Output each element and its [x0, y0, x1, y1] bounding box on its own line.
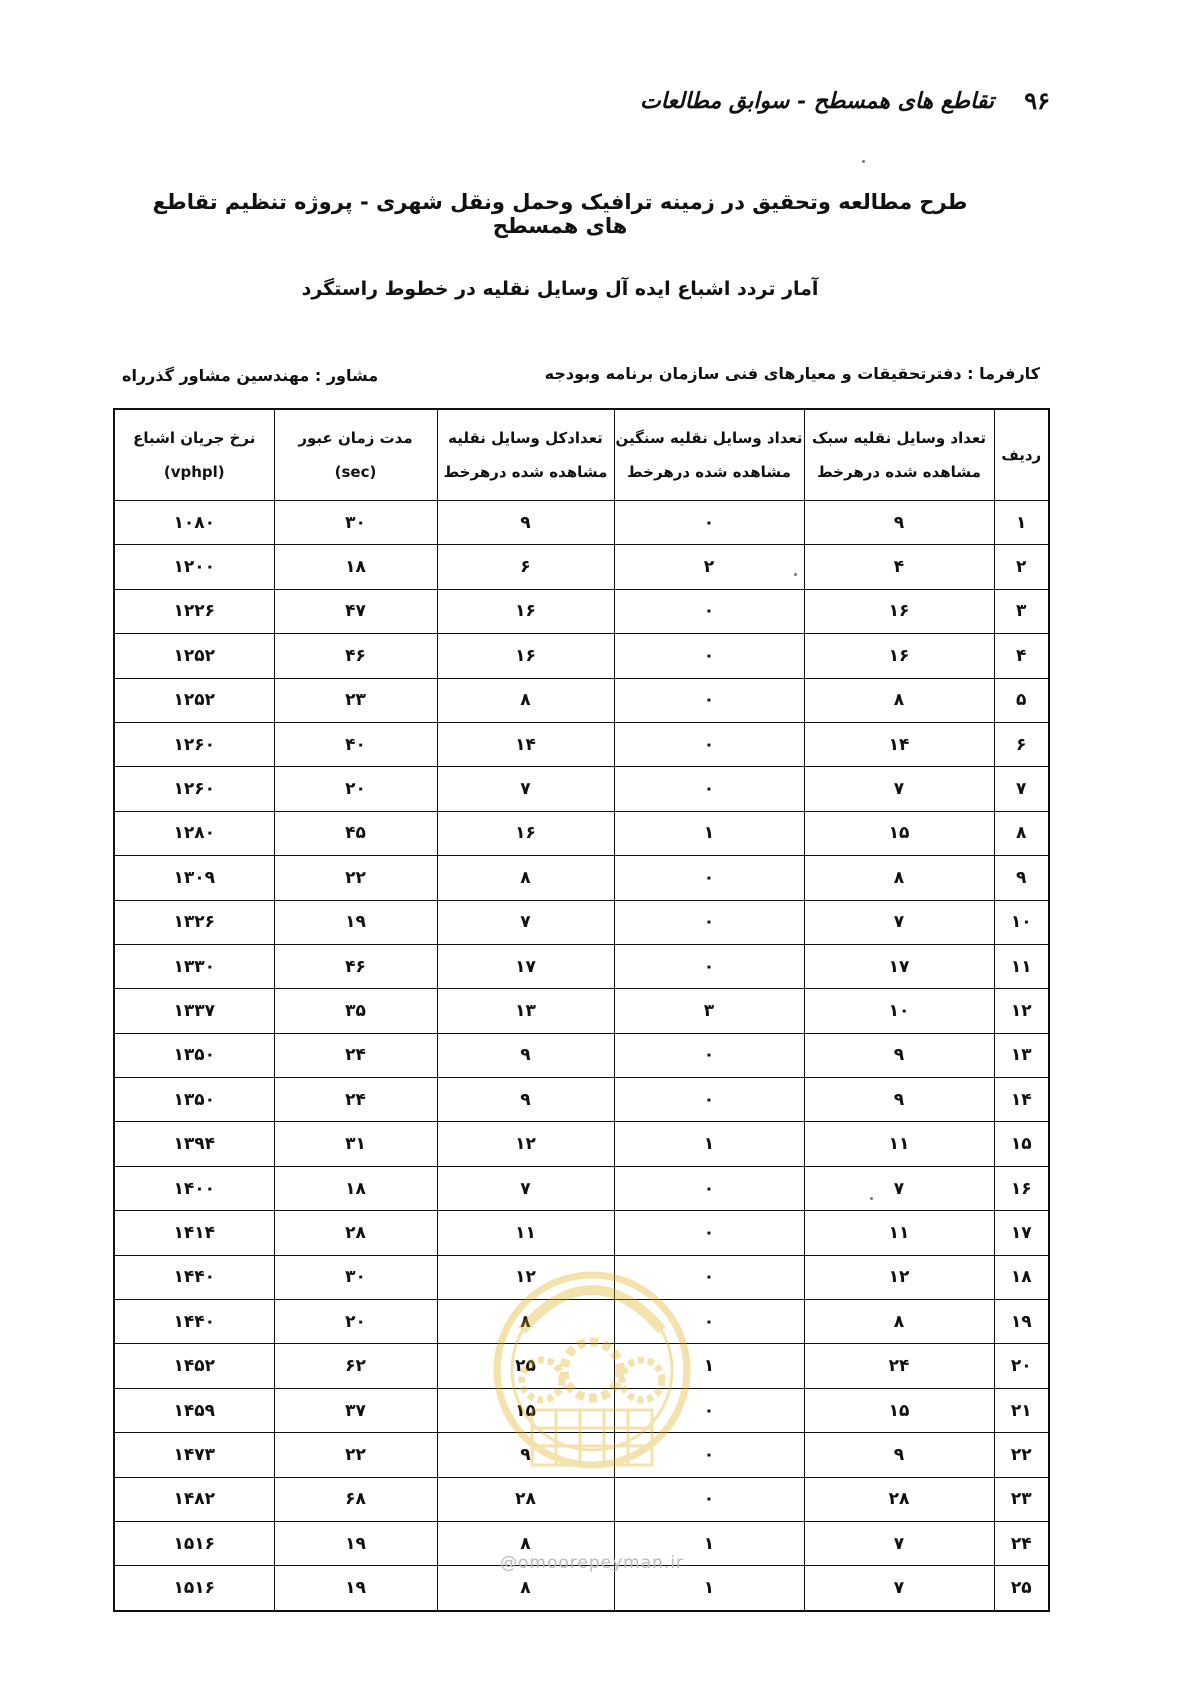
- column-header-line2: مشاهده شده درهرخط: [443, 463, 608, 481]
- table-cell: ۱: [614, 1344, 804, 1388]
- table-cell: ۷: [804, 767, 994, 811]
- table-cell: ۷: [804, 1566, 994, 1611]
- column-header-line2: (vphpl): [163, 463, 225, 481]
- table-cell: ۱۴۰۰: [114, 1166, 274, 1210]
- column-header-2: [614, 409, 804, 501]
- table-cell: ۱۹: [274, 1566, 437, 1611]
- table-cell: ۱۳۲۶: [114, 900, 274, 944]
- table-cell: ۷: [437, 900, 614, 944]
- table-cell: ۱۴: [437, 722, 614, 766]
- column-header-line1: تعداد وسایل نقلیه سبک: [811, 429, 986, 447]
- table-cell: ۳۰: [274, 1255, 437, 1299]
- table-cell: ۱۲۸۰: [114, 811, 274, 855]
- table-cell: ۱۲۵۲: [114, 634, 274, 678]
- table-cell: ۱۲: [437, 1122, 614, 1166]
- table-row: [114, 1477, 1049, 1521]
- table-row: [114, 767, 1049, 811]
- table-cell: ۲۵: [437, 1344, 614, 1388]
- table-cell: ۹: [437, 1033, 614, 1077]
- table-cell: ۱۵: [994, 1122, 1049, 1166]
- table-row: [114, 1166, 1049, 1210]
- table-cell: ۱۲۶۰: [114, 767, 274, 811]
- saturation-flow-table: [113, 408, 1050, 1612]
- table-row: [114, 501, 1049, 545]
- table-cell: ۳: [994, 589, 1049, 633]
- table-cell: ۲۲: [274, 1433, 437, 1477]
- table-cell: ۱۳۳۰: [114, 944, 274, 988]
- table-cell: ۲۳: [994, 1477, 1049, 1521]
- table-cell: ۱: [614, 811, 804, 855]
- table-cell: ۲۴: [274, 1033, 437, 1077]
- table-cell: ۴۰: [274, 722, 437, 766]
- table-cell: ۹: [437, 501, 614, 545]
- table-cell: ۱۴: [994, 1078, 1049, 1122]
- table-cell: ۲۸: [274, 1211, 437, 1255]
- table-cell: ۱۲۶۰: [114, 722, 274, 766]
- table-cell: ۱۹: [274, 900, 437, 944]
- table-cell: ۲۴: [804, 1344, 994, 1388]
- table-cell: ۱۶: [804, 634, 994, 678]
- table-row: [114, 1078, 1049, 1122]
- table-cell: ۳۰: [274, 501, 437, 545]
- table-cell: ۱۴۸۲: [114, 1477, 274, 1521]
- table-cell: ۸: [437, 1566, 614, 1611]
- table-cell: ۹: [994, 856, 1049, 900]
- table-cell: ۷: [804, 1166, 994, 1210]
- table-cell: ۱۴۵۲: [114, 1344, 274, 1388]
- table-cell: ۷: [804, 1521, 994, 1565]
- table-row: [114, 678, 1049, 722]
- table-cell: ۱۰۸۰: [114, 501, 274, 545]
- table-cell: ۱۹: [994, 1300, 1049, 1344]
- table-cell: ۹: [804, 501, 994, 545]
- table-cell: ۸: [804, 678, 994, 722]
- table-cell: ۲۱: [994, 1388, 1049, 1432]
- table-cell: ۰: [614, 1433, 804, 1477]
- table-cell: ۱۵۱۶: [114, 1566, 274, 1611]
- table-cell: ۱۹: [274, 1521, 437, 1565]
- table-cell: ۱۴۷۳: [114, 1433, 274, 1477]
- table-cell: ۰: [614, 1388, 804, 1432]
- table-cell: ۱۱: [804, 1211, 994, 1255]
- table-cell: ۷: [437, 767, 614, 811]
- table-cell: ۷: [437, 1166, 614, 1210]
- table-cell: ۱۶: [804, 589, 994, 633]
- scan-speck: [862, 160, 865, 163]
- table-cell: ۱۲۲۶: [114, 589, 274, 633]
- table-cell: ۸: [437, 1300, 614, 1344]
- page-number: ۹۶: [1024, 86, 1050, 115]
- table-cell: ۱۴۴۰: [114, 1300, 274, 1344]
- table-row: [114, 545, 1049, 589]
- table-row: [114, 1300, 1049, 1344]
- table-cell: ۹: [437, 1433, 614, 1477]
- table-cell: ۲۲: [994, 1433, 1049, 1477]
- column-header-line2: مشاهده شده درهرخط: [627, 463, 791, 481]
- table-title: آمار تردد اشباع ایده آل وسایل نقلیه در خطوط راستگرد: [301, 278, 819, 300]
- table-cell: ۹: [804, 1433, 994, 1477]
- table-cell: ۴: [994, 634, 1049, 678]
- table-cell: ۱۱: [804, 1122, 994, 1166]
- table-cell: ۰: [614, 767, 804, 811]
- column-header-line2: (sec): [334, 463, 377, 481]
- table-cell: ۱۵: [804, 811, 994, 855]
- table-cell: ۰: [614, 1255, 804, 1299]
- table-cell: ۱۵: [804, 1388, 994, 1432]
- table-cell: ۲۳: [274, 678, 437, 722]
- table-cell: ۰: [614, 634, 804, 678]
- table-cell: ۱۳۵۰: [114, 1033, 274, 1077]
- table-row: [114, 989, 1049, 1033]
- table-cell: ۱۳: [437, 989, 614, 1033]
- table-row: [114, 722, 1049, 766]
- table-cell: ۱۶: [437, 811, 614, 855]
- consultant-line: مشاور : مهندسین مشاور گذرراه: [122, 366, 379, 385]
- table-cell: ۸: [804, 1300, 994, 1344]
- table-cell: ۰: [614, 1477, 804, 1521]
- table-cell: ۰: [614, 1033, 804, 1077]
- table-cell: ۱۵: [437, 1388, 614, 1432]
- table-cell: ۷: [804, 900, 994, 944]
- table-cell: ۸: [437, 1521, 614, 1565]
- client-line: کارفرما : دفترتحقیقات و معیارهای فنی سازمان برنامه وبودجه: [544, 364, 1040, 383]
- table-cell: ۸: [437, 678, 614, 722]
- scan-speck: [870, 1197, 873, 1200]
- table-cell: ۸: [804, 856, 994, 900]
- running-head-text: تقاطع های همسطح - سوابق مطالعات: [640, 87, 994, 114]
- table-cell: ۳۷: [274, 1388, 437, 1432]
- table-cell: ۲۲: [274, 856, 437, 900]
- table-cell: ۲۰: [274, 1300, 437, 1344]
- table-cell: ۲۴: [994, 1521, 1049, 1565]
- table-cell: ۰: [614, 856, 804, 900]
- table-cell: ۱۶: [994, 1166, 1049, 1210]
- table-cell: ۱: [994, 501, 1049, 545]
- table-cell: ۲۰: [274, 767, 437, 811]
- watermark-text: @omoorepeyman.ir: [500, 1553, 685, 1573]
- table-row: [114, 1033, 1049, 1077]
- table-cell: ۱۳۹۴: [114, 1122, 274, 1166]
- table-cell: ۱۴۱۴: [114, 1211, 274, 1255]
- table-cell: ۱۵۱۶: [114, 1521, 274, 1565]
- table-cell: ۰: [614, 678, 804, 722]
- table-cell: ۱: [614, 1122, 804, 1166]
- table-cell: ۰: [614, 1166, 804, 1210]
- column-header-0: [994, 409, 1049, 501]
- table-cell: ۱۴: [804, 722, 994, 766]
- running-head: [640, 86, 1050, 115]
- table-cell: ۱۷: [804, 944, 994, 988]
- table-cell: ۹: [804, 1078, 994, 1122]
- table-cell: ۲۵: [994, 1566, 1049, 1611]
- table-cell: ۶۲: [274, 1344, 437, 1388]
- table-header-row: [114, 409, 1049, 501]
- table-cell: ۲۰: [994, 1344, 1049, 1388]
- table-cell: ۰: [614, 900, 804, 944]
- table-cell: ۲۸: [804, 1477, 994, 1521]
- table-body: [114, 501, 1049, 1611]
- table-cell: ۰: [614, 1211, 804, 1255]
- table-cell: ۱۴۴۰: [114, 1255, 274, 1299]
- table-cell: ۱۷: [994, 1211, 1049, 1255]
- table-row: [114, 1388, 1049, 1432]
- column-header-1: [804, 409, 994, 501]
- column-header-line1: تعدادکل وسایل نقلیه: [448, 429, 603, 447]
- column-header-line1: تعداد وسایل نقلیه سنگین: [615, 429, 803, 447]
- document-title: طرح مطالعه وتحقیق در زمینه ترافیک وحمل ونقل شهری - پروژه تنظیم تقاطع های همسطح: [152, 190, 968, 238]
- table-cell: ۱۰: [994, 900, 1049, 944]
- column-header-line1: مدت زمان عبور: [298, 429, 413, 447]
- table-cell: ۳۱: [274, 1122, 437, 1166]
- table-cell: ۰: [614, 1300, 804, 1344]
- table-cell: ۶: [994, 722, 1049, 766]
- table-cell: ۱۱: [994, 944, 1049, 988]
- table-cell: ۰: [614, 722, 804, 766]
- table-cell: ۴۶: [274, 944, 437, 988]
- table-cell: ۸: [437, 856, 614, 900]
- column-header-line1: نرخ جریان اشباع: [133, 429, 256, 447]
- table-cell: ۱۴۵۹: [114, 1388, 274, 1432]
- table-cell: ۱۷: [437, 944, 614, 988]
- table-cell: ۵: [994, 678, 1049, 722]
- table-cell: ۱۲: [804, 1255, 994, 1299]
- column-header-3: [437, 409, 614, 501]
- table-cell: ۱۸: [994, 1255, 1049, 1299]
- table-cell: ۱: [614, 1566, 804, 1611]
- table-cell: ۱۲: [437, 1255, 614, 1299]
- table-row: [114, 1255, 1049, 1299]
- table-cell: ۱۱: [437, 1211, 614, 1255]
- table-cell: ۱۳۰۹: [114, 856, 274, 900]
- table-cell: ۱۳۳۷: [114, 989, 274, 1033]
- table-cell: ۴۶: [274, 634, 437, 678]
- table-cell: ۲: [614, 545, 804, 589]
- table-row: [114, 1122, 1049, 1166]
- column-header-line2: مشاهده شده درهرخط: [817, 463, 981, 481]
- table-cell: ۳۵: [274, 989, 437, 1033]
- scan-speck: [794, 573, 797, 576]
- table-row: [114, 944, 1049, 988]
- table-cell: ۹: [804, 1033, 994, 1077]
- column-header-4: [274, 409, 437, 501]
- table-cell: ۷: [994, 767, 1049, 811]
- table-row: [114, 1344, 1049, 1388]
- table-cell: ۱۲: [994, 989, 1049, 1033]
- table-row: [114, 589, 1049, 633]
- table-row: [114, 811, 1049, 855]
- table-cell: ۲: [994, 545, 1049, 589]
- table-cell: ۱۶: [437, 634, 614, 678]
- table-cell: ۰: [614, 1078, 804, 1122]
- table-cell: ۰: [614, 944, 804, 988]
- table-cell: ۱۸: [274, 1166, 437, 1210]
- table-cell: ۱۲۵۲: [114, 678, 274, 722]
- table-cell: ۴: [804, 545, 994, 589]
- table-cell: ۹: [437, 1078, 614, 1122]
- table-cell: ۲۸: [437, 1477, 614, 1521]
- table-cell: ۴۷: [274, 589, 437, 633]
- table-cell: ۰: [614, 589, 804, 633]
- table-cell: ۰: [614, 501, 804, 545]
- table-cell: ۱۰: [804, 989, 994, 1033]
- table-cell: ۱۳۵۰: [114, 1078, 274, 1122]
- table-row: [114, 634, 1049, 678]
- table-cell: ۳: [614, 989, 804, 1033]
- table-cell: ۸: [994, 811, 1049, 855]
- table-cell: ۱۲۰۰: [114, 545, 274, 589]
- table-cell: ۱۸: [274, 545, 437, 589]
- table-cell: ۶: [437, 545, 614, 589]
- table-row: [114, 1211, 1049, 1255]
- table-row: [114, 900, 1049, 944]
- column-header-5: [114, 409, 274, 501]
- table-cell: ۶۸: [274, 1477, 437, 1521]
- table-cell: ۱۶: [437, 589, 614, 633]
- column-header-line1: ردیف: [1001, 446, 1042, 464]
- table-row: [114, 856, 1049, 900]
- table-cell: ۲۴: [274, 1078, 437, 1122]
- table-cell: ۴۵: [274, 811, 437, 855]
- table-row: [114, 1433, 1049, 1477]
- table-cell: ۱: [614, 1521, 804, 1565]
- table-cell: ۱۳: [994, 1033, 1049, 1077]
